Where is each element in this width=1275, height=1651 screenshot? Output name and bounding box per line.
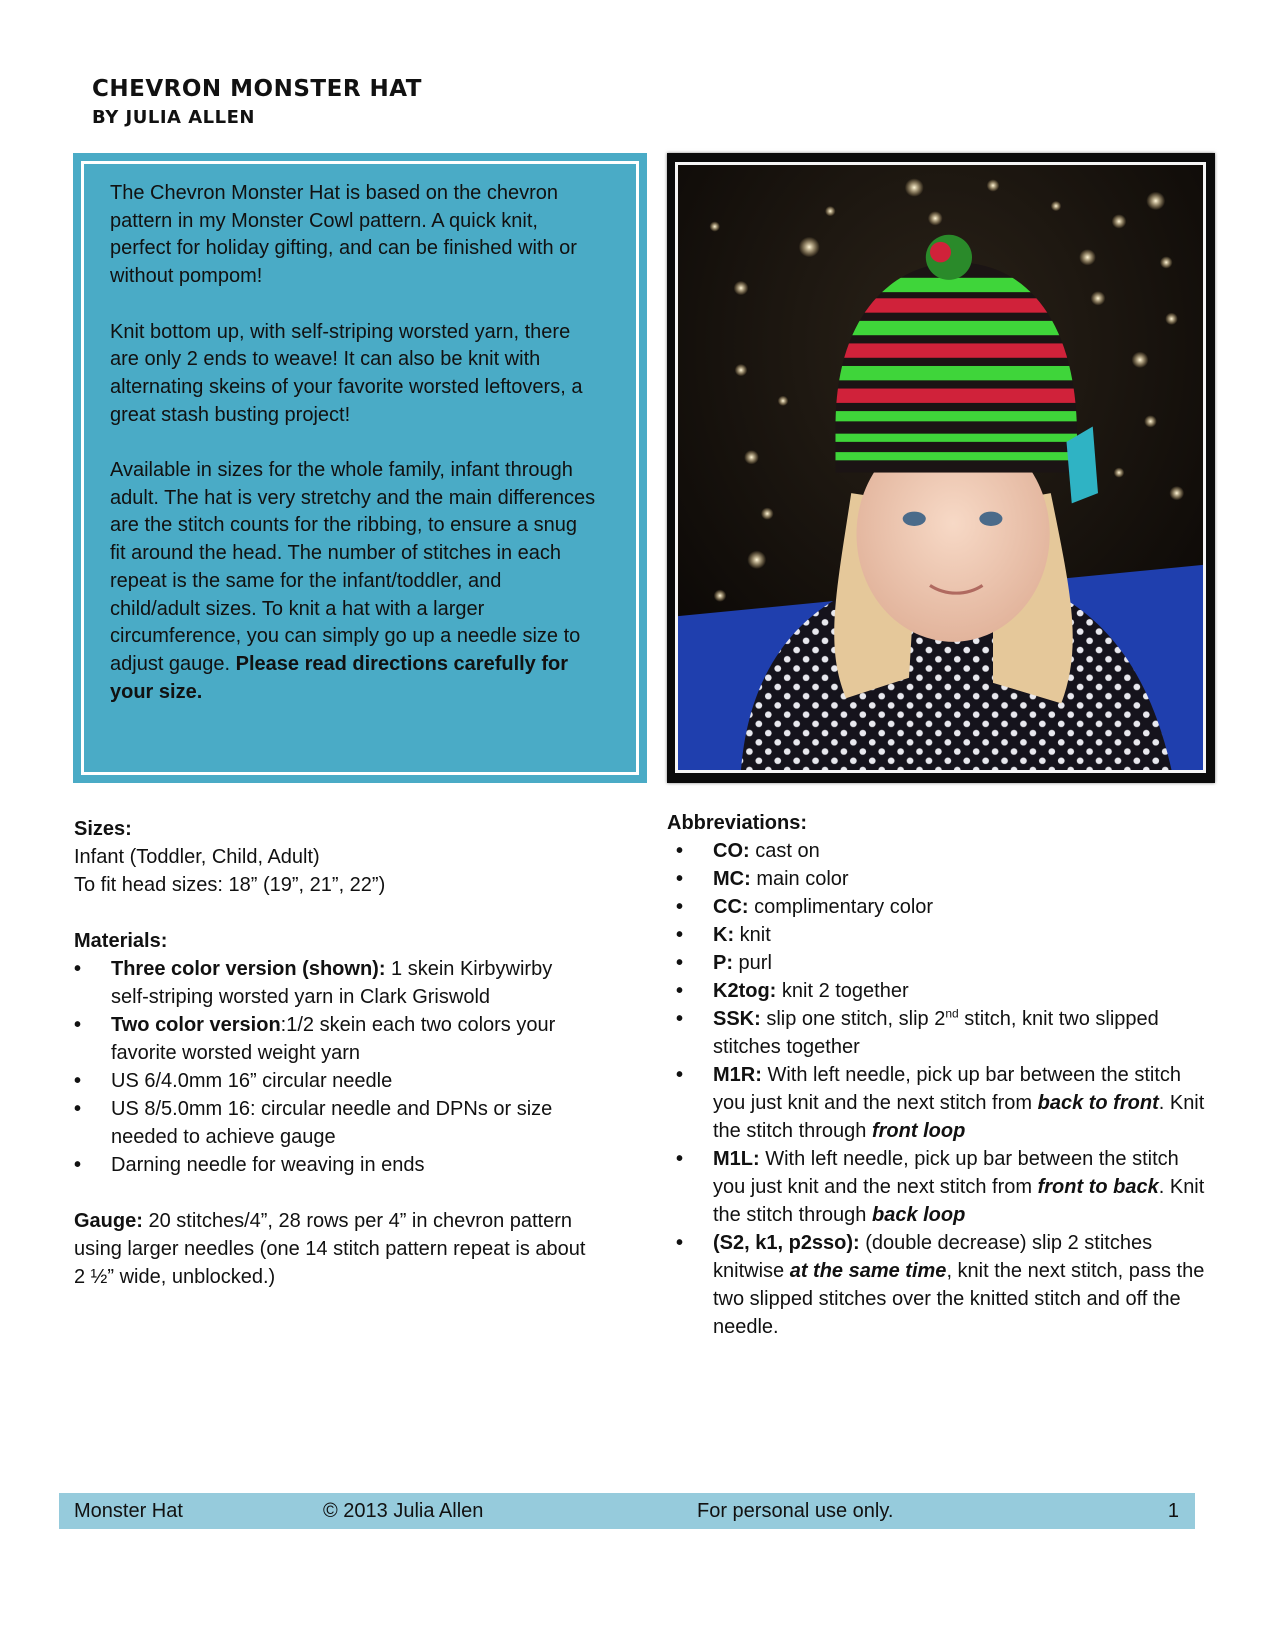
material-text: Darning needle for weaving in ends [111,1154,425,1176]
list-item [667,921,1207,949]
abbr-emphasis: back loop [871,1204,966,1226]
abbr-def: stitch, knit two slipped stitches together [713,1008,1159,1058]
abbr-term: K2tog: [713,980,777,1002]
abbr-term: P: [713,952,733,974]
list-item [667,949,1207,977]
abbr-def: main color [750,868,849,890]
intro-box [73,153,647,783]
material-text: 1 skein Kirbywirby self-striping worsted yarn in Clark Griswold [111,958,553,1008]
list-item [667,893,1207,921]
title-block [92,74,422,132]
material-text: US 8/5.0mm 16: circular needle and DPNs or size needed to achieve gauge [111,1098,553,1148]
list-item [667,1145,1207,1229]
abbr-def: cast on [749,840,820,862]
abbr-term: (S2, k1, p2sso): [713,1232,860,1254]
list-item [667,1229,1207,1341]
materials-heading: Materials: [74,930,168,952]
sizes-line-2: To fit head sizes: 18” (19”, 21”, 22”) [74,874,386,896]
list-item [667,977,1207,1005]
intro-text [110,180,596,734]
abbr-superscript: nd [945,1006,959,1021]
footer-bar [59,1493,1195,1529]
abbr-emphasis: front to back [1037,1176,1159,1198]
abbr-term: SSK: [713,1008,761,1030]
material-label: Two color version [111,1014,281,1036]
abbr-term: M1L: [713,1148,760,1170]
abbr-def: , knit the next stitch, pass the two slipped stitches over the knitted stitch and off the needle. [713,1260,1205,1338]
abbr-def: slip one stitch, slip 2 [760,1008,946,1030]
material-label: Three color version (shown): [111,958,386,980]
abbr-def: purl [733,952,772,974]
abbr-def: knit [734,924,771,946]
footer-copyright: © 2013 Julia Allen [323,1500,484,1522]
materials-list [74,955,594,1179]
footer-title: Monster Hat [74,1500,183,1522]
abbr-emphasis: back to front [1037,1092,1159,1114]
list-item [667,1005,1207,1061]
intro-paragraph-2: Knit bottom up, with self-striping worsted yarn, there are only 2 ends to weave! It can also be knit with alternating skeins of your favorite worsted leftovers, a great stash busting project! [110,320,583,426]
gauge-text: 20 stitches/4”, 28 rows per 4” in chevron pattern using larger needles (one 14 stitch pattern repeat is about 2 ½” wide, unblocked.) [74,1210,586,1288]
right-column [667,809,1207,1341]
intro-paragraph-1: The Chevron Monster Hat is based on the chevron pattern in my Monster Cowl pattern. A quick knit, perfect for holiday gifting, and can be finished with or without pompom! [110,182,577,288]
material-text: US 6/4.0mm 16” circular needle [111,1070,393,1092]
abbr-term: M1R: [713,1064,762,1086]
sizes-line-1: Infant (Toddler, Child, Adult) [74,846,320,868]
abbreviations-heading: Abbreviations: [667,812,808,834]
list-item [74,1095,594,1151]
gauge-label: Gauge: [74,1210,143,1232]
gauge-paragraph [74,1207,594,1291]
abbr-emphasis: at the same time [789,1260,947,1282]
photo [675,162,1206,773]
left-column [74,815,594,1291]
abbr-term: MC: [713,868,751,890]
intro-paragraph-3-text: Available in sizes for the whole family, infant through adult. The hat is very stretchy and the main differences are the stitch counts for the ribbing, to ensure a snug fit around the head. The number of stitches in each repeat is the same for the infant/toddler, and child/adult sizes. To knit a hat with a larger circumference, you can simply go up a needle size to adjust gauge. [110,459,596,675]
list-item [74,955,594,1011]
abbr-emphasis: front loop [871,1120,966,1142]
abbreviations-list [667,837,1207,1341]
list-item [667,865,1207,893]
abbr-def: With left needle, pick up bar between the stitch you just knit and the next stitch from [713,1064,1182,1114]
photo-frame [667,153,1215,783]
list-item [74,1151,594,1179]
pattern-title: CHEVRON MONSTER HAT [92,76,422,102]
abbr-def: knit 2 together [776,980,909,1002]
abbr-term: CC: [713,896,749,918]
abbr-def: . Knit the stitch through [713,1092,1205,1142]
abbr-def: (double decrease) slip 2 stitches knitwise [713,1232,1153,1282]
footer-notice: For personal use only. [697,1500,894,1522]
list-item [74,1011,594,1067]
list-item [74,1067,594,1095]
material-text: :1/2 skein each two colors your favorite worsted weight yarn [111,1014,556,1064]
abbr-term: K: [713,924,735,946]
page-number: 1 [1167,1500,1179,1522]
abbr-def: complimentary color [748,896,934,918]
child-wearing-hat-photo [678,165,1203,770]
intro-paragraph-3 [110,457,596,706]
list-item [667,1061,1207,1145]
author-byline: BY JULIA ALLEN [92,107,255,128]
abbr-def: With left needle, pick up bar between the stitch you just knit and the next stitch from [713,1148,1179,1198]
abbr-def: . Knit the stitch through [713,1176,1205,1226]
abbr-term: CO: [713,840,750,862]
list-item [667,837,1207,865]
sizes-heading: Sizes: [74,818,132,840]
intro-paragraph-3-bold: Please read directions carefully for your size. [110,652,569,703]
